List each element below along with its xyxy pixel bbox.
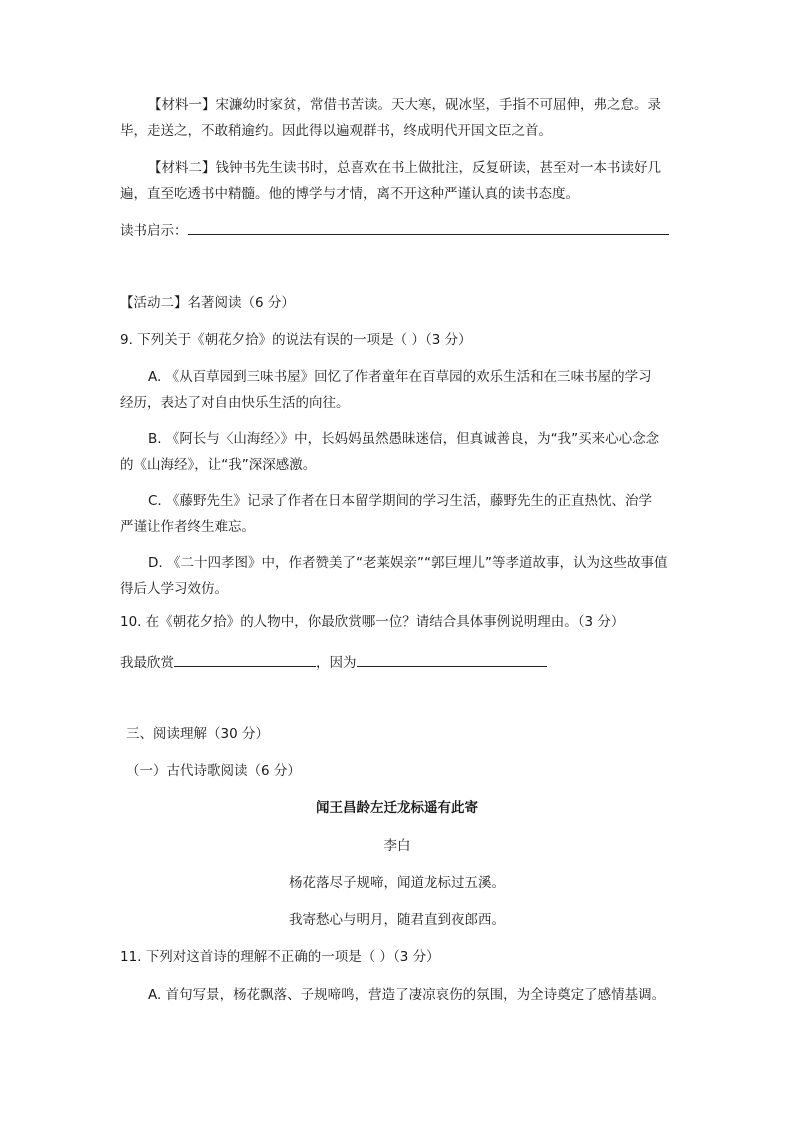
section-3-heading: 三、阅读理解（30 分） (126, 726, 269, 742)
question-9-option-b-line-2: 的《山海经》，让“我”深深感激。 (120, 457, 317, 473)
poem-line-1: 杨花落尽子规啼，闻道龙标过五溪。 (289, 875, 505, 891)
question-10-stem: 10. 在《朝花夕拾》的人物中，你最欣赏哪一位？请结合具体事例说明理由。（3 分） (120, 614, 625, 630)
activity-2-heading: 【活动二】名著阅读（6 分） (120, 295, 295, 311)
reading-insight (120, 220, 669, 241)
question-9-option-b-line-1: B. 《阿长与〈山海经〉》中，长妈妈虽然愚昧迷信，但真诚善良，为“我”买来心心念念 (148, 431, 660, 447)
question-11-stem: 11. 下列对这首诗的理解不正确的一项是（ ）（3 分） (120, 949, 440, 965)
poem-line-2: 我寄愁心与明月，随君直到夜郎西。 (289, 912, 505, 928)
question-9-stem: 9. 下列关于《朝花夕拾》的说法有误的一项是（ ）（3 分） (120, 332, 472, 348)
question-10-answer-mid: ，因为 (316, 655, 357, 671)
question-9-option-a-line-1: A. 《从百草园到三味书屋》回忆了作者童年在百草园的欢乐生活和在三味书屋的学习 (148, 369, 652, 385)
poem-title: 闻王昌龄左迁龙标遥有此寄 (316, 800, 478, 816)
material-2-line-1: 【材料二】钱钟书先生读书时，总喜欢在书上做批注，反复研读，甚至对一本书读好几 (148, 160, 661, 176)
question-11-option-a: A. 首句写景，杨花飘落、子规啼鸣，营造了凄凉哀伤的氛围，为全诗奠定了感情基调。 (148, 987, 666, 1003)
section-3-subheading: （一）古代诗歌阅读（6 分） (126, 763, 301, 779)
question-10-favorite-blank[interactable] (174, 652, 316, 667)
question-9-option-d-line-2: 得后人学习效仿。 (120, 581, 228, 597)
question-9-option-c-line-2: 严谨让作者终生难忘。 (120, 519, 255, 535)
question-10-reason-blank[interactable] (357, 652, 547, 667)
question-9-option-a-line-2: 经历，表达了对自由快乐生活的向往。 (120, 395, 350, 411)
question-9-option-c-line-1: C. 《藤野先生》记录了作者在日本留学期间的学习生活，藤野先生的正直热忱、治学 (148, 493, 653, 509)
material-1-line-2: 毕，走送之，不敢稍逾约。因此得以遍观群书，终成明代开国文臣之首。 (120, 123, 552, 139)
question-10-answer-prefix: 我最欣赏 (120, 655, 174, 671)
poem-author: 李白 (383, 838, 411, 854)
question-10-answer-line (120, 652, 547, 673)
reading-insight-label: 读书启示： (120, 223, 188, 239)
material-2-line-2: 遍，直至吃透书中精髓。他的博学与才情，离不开这种严谨认真的读书态度。 (120, 186, 579, 202)
material-1-line-1: 【材料一】宋濂幼时家贫，常借书苦读。天大寒，砚冰坚，手指不可屈伸，弗之怠。录 (148, 97, 661, 113)
question-9-option-d-line-1: D. 《二十四孝图》中，作者赞美了“老莱娱亲”“郭巨埋儿”等孝道故事，认为这些故事值 (148, 555, 668, 571)
reading-insight-answer-blank[interactable] (188, 220, 669, 235)
